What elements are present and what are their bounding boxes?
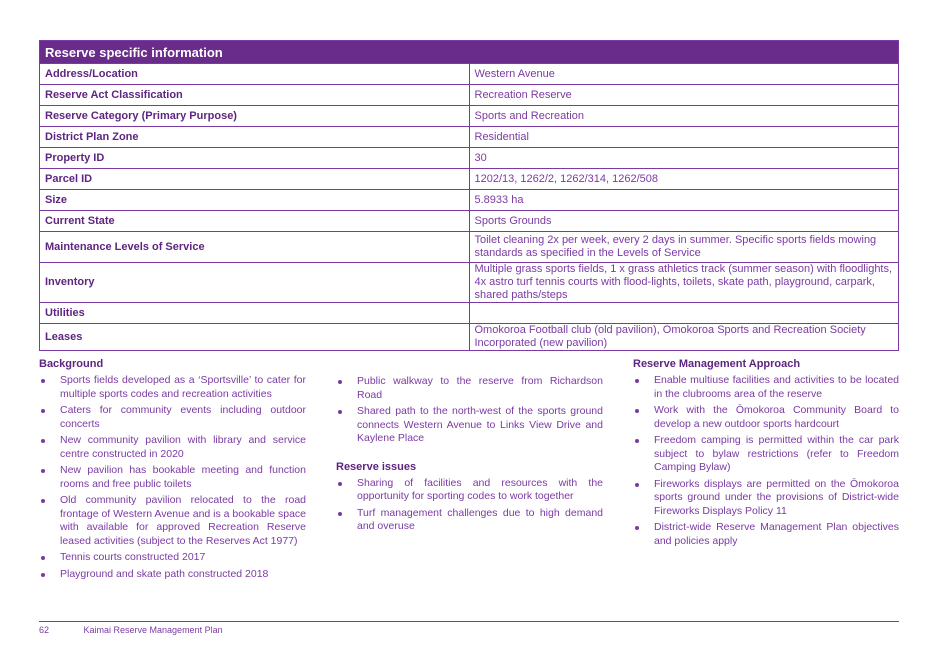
list-item: District-wide Reserve Management Plan objectives and policies apply — [633, 521, 899, 548]
row-label: District Plan Zone — [40, 127, 470, 148]
list-item: Caters for community events including outdoor concerts — [39, 404, 306, 431]
table-row — [40, 106, 899, 127]
list-item: Playground and skate path constructed 2018 — [39, 568, 306, 582]
issues-heading: Reserve issues — [336, 460, 417, 473]
row-value: Residential — [469, 127, 899, 148]
table-row — [40, 303, 899, 324]
row-value: Sports Grounds — [469, 211, 899, 232]
list-item: Public walkway to the reserve from Richardson Road — [336, 375, 603, 402]
row-label: Reserve Act Classification — [40, 85, 470, 106]
table-row — [40, 232, 899, 263]
list-item: Turf management challenges due to high demand and overuse — [336, 507, 603, 534]
background-list — [39, 374, 306, 581]
table-row — [40, 169, 899, 190]
approach-column — [633, 358, 899, 551]
table-row — [40, 324, 899, 351]
table-row — [40, 148, 899, 169]
row-value: 5.8933 ha — [469, 190, 899, 211]
page-footer — [39, 625, 223, 635]
document-title: Kaimai Reserve Management Plan — [83, 625, 223, 635]
row-value: 1202/13, 1262/2, 1262/314, 1262/508 — [469, 169, 899, 190]
footer-divider — [39, 621, 899, 622]
table-header — [40, 41, 899, 64]
row-label: Property ID — [40, 148, 470, 169]
row-label: Size — [40, 190, 470, 211]
table-row — [40, 263, 899, 303]
row-value: 30 — [469, 148, 899, 169]
issues-list — [336, 477, 603, 534]
row-label: Reserve Category (Primary Purpose) — [40, 106, 470, 127]
table-row — [40, 211, 899, 232]
row-label: Current State — [40, 211, 470, 232]
list-item: Tennis courts constructed 2017 — [39, 551, 306, 565]
row-label: Leases — [40, 324, 470, 351]
list-item: Freedom camping is permitted within the car park subject to bylaw restrictions (refer to Freedom Camping Bylaw) — [633, 434, 899, 475]
row-label: Utilities — [40, 303, 470, 324]
row-label: Address/Location — [40, 64, 470, 85]
background-column — [39, 358, 306, 584]
list-item: Shared path to the north-west of the sports ground connects Western Avenue to Links View Drive and Kaylene Place — [336, 405, 603, 446]
table-row — [40, 85, 899, 106]
background-heading: Background — [39, 358, 104, 370]
middle-column — [336, 358, 603, 537]
row-label: Inventory — [40, 263, 470, 303]
background-list-continued — [336, 375, 603, 446]
table-row — [40, 190, 899, 211]
row-value — [469, 303, 899, 324]
list-item: Fireworks displays are permitted on the Ōmokoroa sports ground under the provisions of District-wide Fireworks Displays Policy 11 — [633, 478, 899, 519]
page-number: 62 — [39, 625, 50, 635]
list-item: Sports fields developed as a ‘Sportsville’ to cater for multiple sports codes and recreation activities — [39, 374, 306, 401]
list-item: New community pavilion with library and service centre constructed in 2020 — [39, 434, 306, 461]
row-value: Recreation Reserve — [469, 85, 899, 106]
list-item: Enable multiuse facilities and activities to be located in the clubrooms area of the reserve — [633, 374, 899, 401]
row-value: Toilet cleaning 2x per week, every 2 days in summer. Specific sports fields mowing standards as specified in the Levels of Service — [469, 232, 899, 263]
row-value: Ōmokoroa Football club (old pavilion), Ōmokoroa Sports and Recreation Society Incorporated (new pavilion) — [469, 324, 899, 351]
table-title: Reserve specific information — [40, 41, 899, 64]
list-item: Work with the Ōmokoroa Community Board to develop a new outdoor sports hardcourt — [633, 404, 899, 431]
table-row — [40, 127, 899, 148]
approach-list — [633, 374, 899, 548]
row-value: Western Avenue — [469, 64, 899, 85]
row-label: Maintenance Levels of Service — [40, 232, 470, 263]
approach-heading: Reserve Management Approach — [633, 358, 801, 370]
list-item: New pavilion has bookable meeting and function rooms and free public toilets — [39, 464, 306, 491]
table-row — [40, 64, 899, 85]
list-item: Sharing of facilities and resources with the opportunity for sporting codes to work together — [336, 477, 603, 504]
row-value: Multiple grass sports fields, 1 x grass athletics track (summer season) with floodlights, 4x astro turf tennis courts with flood-lights, toilets, skate path, playground, carpark, shared paths/steps — [469, 263, 899, 303]
reserve-info-table — [39, 40, 899, 351]
row-label: Parcel ID — [40, 169, 470, 190]
row-value: Sports and Recreation — [469, 106, 899, 127]
list-item: Old community pavilion relocated to the road frontage of Western Avenue and is a bookable space with available for approved Recreation Reserve leased activities (subject to the Reserves Act 1977) — [39, 494, 306, 548]
